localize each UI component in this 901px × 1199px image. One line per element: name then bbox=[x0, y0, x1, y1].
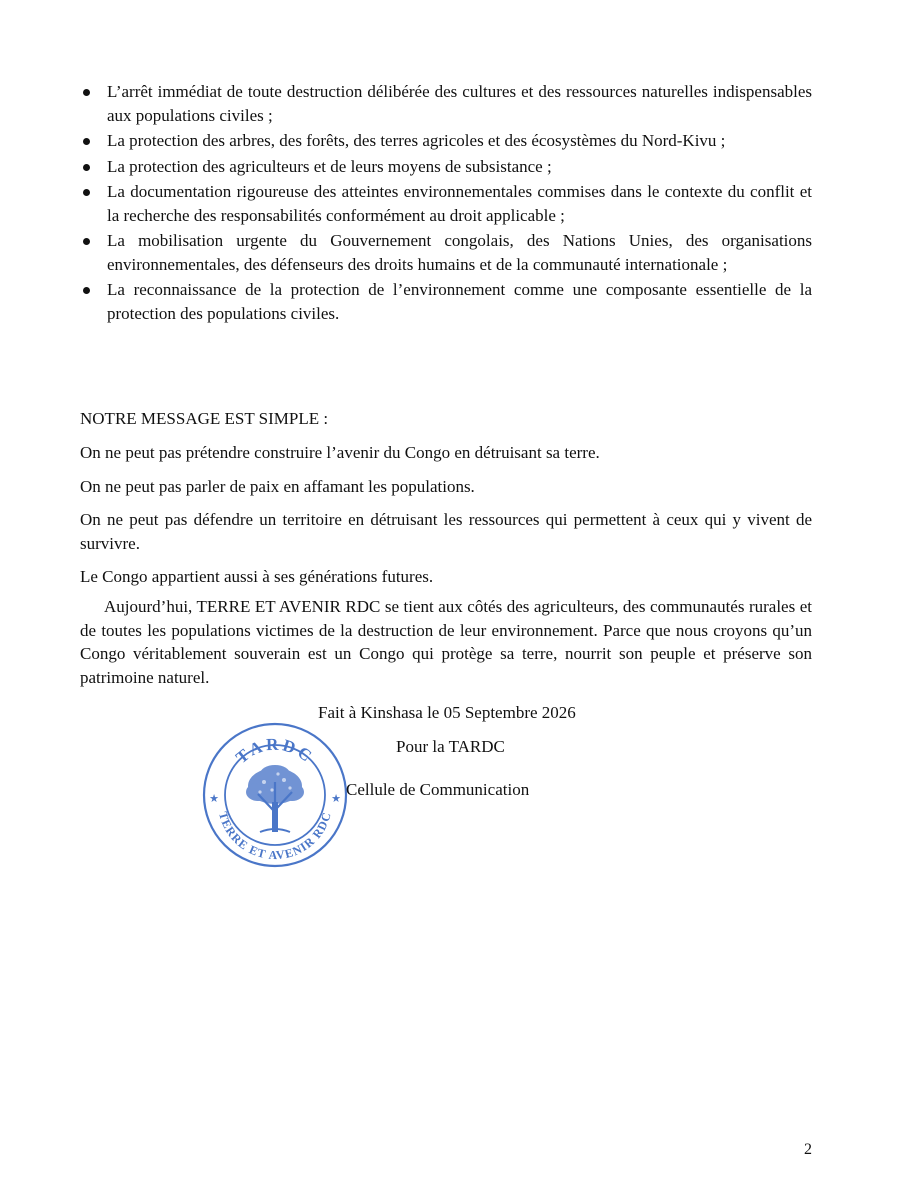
list-item-text: La reconnaissance de la protection de l’environnement comme une composante essentielle de la protection des populations civiles. bbox=[107, 280, 812, 323]
demands-list bbox=[80, 80, 812, 327]
list-item bbox=[80, 278, 812, 325]
bullet-icon bbox=[83, 287, 90, 294]
list-item bbox=[80, 180, 812, 227]
statement: On ne peut pas prétendre construire l’avenir du Congo en détruisant sa terre. bbox=[80, 443, 600, 462]
signature-cell: Cellule de Communication bbox=[346, 780, 530, 799]
list-item bbox=[80, 129, 812, 153]
page-number: 2 bbox=[804, 1141, 812, 1158]
star-icon: ★ bbox=[209, 793, 219, 805]
statement: On ne peut pas défendre un territoire en détruisant les ressources qui permettent à ceux qui y vivent de survivre. bbox=[80, 510, 812, 553]
closing-paragraph: Aujourd’hui, TERRE ET AVENIR RDC se tient aux côtés des agriculteurs, des communautés rurales et de toutes les populations victimes de la destruction de leur environnement. Parce que nous croyons qu’un Congo véritablement souverain est un Congo qui protège sa terre, nourrit son peuple et préserve son patrimoine naturel. bbox=[80, 597, 812, 687]
bullet-icon bbox=[83, 164, 90, 171]
list-item-text: La protection des agriculteurs et de leurs moyens de subsistance ; bbox=[107, 156, 552, 176]
list-item bbox=[80, 229, 812, 276]
statement: On ne peut pas parler de paix en affamant les populations. bbox=[80, 477, 475, 496]
statement: Le Congo appartient aussi à ses générations futures. bbox=[80, 567, 434, 586]
tree-icon bbox=[246, 765, 304, 832]
list-item bbox=[80, 80, 812, 127]
list-item-text: La documentation rigoureuse des atteintes environnementales commises dans le contexte du conflit et la recherche des responsabilités conformément au droit applicable ; bbox=[107, 182, 812, 225]
organization-stamp bbox=[200, 720, 350, 870]
message-heading: NOTRE MESSAGE EST SIMPLE : bbox=[80, 409, 329, 428]
bullet-icon bbox=[83, 238, 90, 245]
star-icon: ★ bbox=[331, 793, 341, 805]
list-item-text: L’arrêt immédiat de toute destruction délibérée des cultures et des ressources naturelles indispensables aux populations civiles ; bbox=[107, 82, 812, 125]
bullet-icon bbox=[83, 89, 90, 96]
list-item-text: La protection des arbres, des forêts, des terres agricoles et des écosystèmes du Nord-Kivu ; bbox=[107, 131, 726, 150]
signature-for: Pour la TARDC bbox=[396, 737, 505, 756]
bullet-icon bbox=[83, 138, 90, 145]
place-date: Fait à Kinshasa le 05 Septembre 2026 bbox=[318, 703, 576, 722]
list-item bbox=[80, 155, 812, 179]
stamp-top-text: TARDC bbox=[232, 734, 318, 768]
bullet-icon bbox=[83, 189, 90, 196]
stamp-bottom-text: TERRE ET AVENIR RDC bbox=[216, 810, 334, 863]
list-item-text: La mobilisation urgente du Gouvernement congolais, des Nations Unies, des organisations environnementales, des défenseurs des droits humains et de la communauté internationale ; bbox=[107, 231, 812, 274]
